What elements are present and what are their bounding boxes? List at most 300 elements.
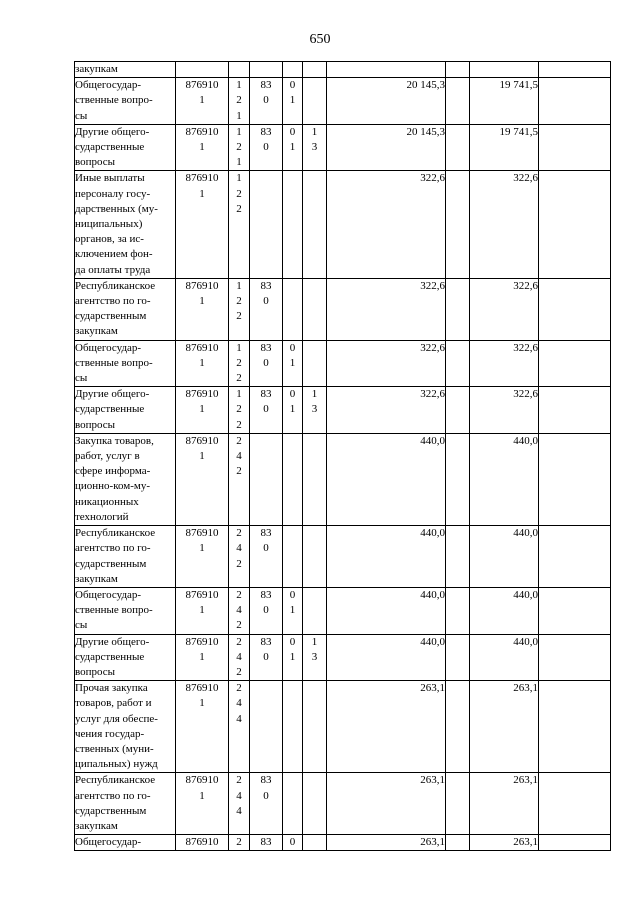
section-code-line: 0 <box>289 836 296 849</box>
table-row <box>75 124 611 171</box>
row-name-cell <box>75 587 176 634</box>
ministry-code-line: 83 <box>260 79 272 92</box>
row-name-cell <box>75 78 176 125</box>
row-name-line: дарственных (му- <box>75 202 158 215</box>
row-name-cell <box>75 62 176 78</box>
section-code-line: 1 <box>289 141 296 154</box>
amount-year1-cell: 440,0 <box>327 433 446 525</box>
table-row <box>75 634 611 681</box>
table-row <box>75 171 611 278</box>
target-article-code-line: 1 <box>199 604 205 617</box>
amount-year1-cell: 263,1 <box>327 773 446 835</box>
target-article-code-cell <box>176 681 229 773</box>
empty-cell <box>446 681 470 773</box>
target-article-code-line: 876910 <box>185 588 219 601</box>
target-article-code-line: 876910 <box>185 635 219 648</box>
empty-cell <box>539 171 611 278</box>
row-name-line: закупкам <box>75 325 118 338</box>
row-name-line: вопросы <box>75 156 116 169</box>
section-code-cell <box>283 387 303 434</box>
expense-type-cell <box>229 278 250 340</box>
row-name-line: сы <box>75 619 88 632</box>
empty-cell <box>446 634 470 681</box>
expense-type-line: 2 <box>236 635 242 648</box>
amount-year2-cell: 322,6 <box>470 278 539 340</box>
target-article-code-cell <box>176 340 229 387</box>
row-name-line: Прочая закупка <box>75 682 148 695</box>
row-name-line: закупкам <box>75 572 118 585</box>
row-name-line: сударственным <box>75 310 147 323</box>
amount-year1-cell: 263,1 <box>327 835 446 851</box>
row-name-cell <box>75 773 176 835</box>
amount-year2-cell: 322,6 <box>470 340 539 387</box>
expense-type-cell <box>229 62 250 78</box>
subsection-code-cell <box>303 634 327 681</box>
row-name-line: ственных (муни- <box>75 742 154 755</box>
expense-type-line: 2 <box>236 619 242 632</box>
table-row <box>75 62 611 78</box>
ministry-code-line: 0 <box>263 141 269 154</box>
row-name-line: никационных <box>75 495 139 508</box>
expense-type-line: 1 <box>236 341 242 354</box>
expense-type-cell <box>229 433 250 525</box>
ministry-code-cell <box>250 340 283 387</box>
row-name-line: сы <box>75 372 88 385</box>
target-article-code-line: 1 <box>199 542 205 555</box>
ministry-code-cell <box>250 433 283 525</box>
section-code-cell <box>283 634 303 681</box>
table-body <box>75 62 611 851</box>
expense-type-line: 2 <box>236 682 242 695</box>
expense-type-line: 1 <box>236 172 242 185</box>
amount-year1-cell: 20 145,3 <box>327 78 446 125</box>
row-name-line: закупкам <box>75 63 118 75</box>
row-name-cell <box>75 433 176 525</box>
target-article-code-line: 876910 <box>185 388 219 401</box>
empty-cell <box>539 278 611 340</box>
expense-type-line: 2 <box>236 527 242 540</box>
table-row <box>75 340 611 387</box>
row-name-line: агентство по го- <box>75 789 151 802</box>
empty-cell <box>446 433 470 525</box>
row-name-line: Республиканское <box>75 527 156 540</box>
subsection-code-cell <box>303 387 327 434</box>
empty-cell <box>539 526 611 588</box>
amount-year2-cell: 440,0 <box>470 433 539 525</box>
ministry-code-cell <box>250 278 283 340</box>
amount-year1-cell: 322,6 <box>327 340 446 387</box>
target-article-code-cell <box>176 171 229 278</box>
ministry-code-line: 0 <box>263 403 269 416</box>
table-row <box>75 78 611 125</box>
subsection-code-cell <box>303 526 327 588</box>
expense-type-line: 4 <box>236 604 242 617</box>
expense-type-cell <box>229 78 250 125</box>
ministry-code-line: 83 <box>260 588 272 601</box>
ministry-code-cell <box>250 835 283 851</box>
empty-cell <box>446 278 470 340</box>
section-code-cell <box>283 773 303 835</box>
amount-year2-cell <box>470 62 539 78</box>
target-article-code-line: 876910 <box>185 125 219 138</box>
subsection-code-line: 3 <box>311 141 318 154</box>
amount-year1-cell <box>327 62 446 78</box>
row-name-cell <box>75 835 176 851</box>
target-article-code-line: 876910 <box>185 79 219 92</box>
section-code-cell <box>283 587 303 634</box>
budget-table <box>74 61 611 851</box>
target-article-code-cell <box>176 587 229 634</box>
ministry-code-cell <box>250 171 283 278</box>
section-code-line: 0 <box>289 588 296 601</box>
target-article-code-line: 1 <box>199 187 205 200</box>
row-name-line: ципальных) нужд <box>75 758 158 771</box>
section-code-line: 0 <box>289 635 296 648</box>
empty-cell <box>539 124 611 171</box>
subsection-code-cell <box>303 278 327 340</box>
row-name-line: персоналу госу- <box>75 187 151 200</box>
ministry-code-line: 0 <box>263 789 269 802</box>
table-row <box>75 526 611 588</box>
subsection-code-cell <box>303 433 327 525</box>
table-row <box>75 773 611 835</box>
amount-year1-cell: 20 145,3 <box>327 124 446 171</box>
target-article-code-line: 1 <box>199 295 205 308</box>
section-code-cell <box>283 62 303 78</box>
expense-type-line: 1 <box>236 79 242 92</box>
empty-cell <box>446 835 470 851</box>
amount-year1-cell: 440,0 <box>327 526 446 588</box>
amount-year2-cell: 263,1 <box>470 835 539 851</box>
target-article-code-line: 876910 <box>185 172 219 185</box>
expense-type-line: 2 <box>236 418 242 431</box>
expense-type-line: 2 <box>236 295 242 308</box>
expense-type-cell <box>229 387 250 434</box>
expense-type-line: 2 <box>236 356 242 369</box>
expense-type-cell <box>229 681 250 773</box>
ministry-code-cell <box>250 387 283 434</box>
expense-type-cell <box>229 124 250 171</box>
row-name-line: ственные вопро- <box>75 604 153 617</box>
row-name-line: сударственным <box>75 557 147 570</box>
target-article-code-line: 876910 <box>185 774 219 787</box>
row-name-line: агентство по го- <box>75 542 151 555</box>
target-article-code-line: 876910 <box>185 434 219 447</box>
empty-cell <box>446 78 470 125</box>
ministry-code-cell <box>250 634 283 681</box>
section-code-line: 1 <box>289 356 296 369</box>
subsection-code-line: 3 <box>311 403 318 416</box>
row-name-cell <box>75 681 176 773</box>
ministry-code-line: 0 <box>263 542 269 555</box>
target-article-code-line: 1 <box>199 356 205 369</box>
section-code-cell <box>283 124 303 171</box>
expense-type-cell <box>229 835 250 851</box>
empty-cell <box>446 587 470 634</box>
ministry-code-line: 83 <box>260 836 272 849</box>
target-article-code-line: 1 <box>199 650 205 663</box>
section-code-cell <box>283 526 303 588</box>
table-row <box>75 681 611 773</box>
expense-type-line: 4 <box>236 712 242 725</box>
amount-year2-cell: 440,0 <box>470 634 539 681</box>
subsection-code-cell <box>303 62 327 78</box>
section-code-line: 1 <box>289 403 296 416</box>
expense-type-line: 2 <box>236 665 242 678</box>
expense-type-cell <box>229 171 250 278</box>
amount-year1-cell: 322,6 <box>327 171 446 278</box>
ministry-code-line: 83 <box>260 125 272 138</box>
target-article-code-line: 1 <box>199 94 205 107</box>
table-row <box>75 587 611 634</box>
subsection-code-cell <box>303 835 327 851</box>
row-name-line: ственные вопро- <box>75 94 153 107</box>
row-name-line: Другие общего- <box>75 635 150 648</box>
row-name-line: ключением фон- <box>75 248 153 261</box>
row-name-line: вопросы <box>75 665 116 678</box>
ministry-code-cell <box>250 124 283 171</box>
amount-year1-cell: 440,0 <box>327 634 446 681</box>
empty-cell <box>539 681 611 773</box>
expense-type-line: 4 <box>236 804 242 817</box>
target-article-code-cell <box>176 124 229 171</box>
target-article-code-cell <box>176 526 229 588</box>
expense-type-line: 1 <box>236 125 242 138</box>
empty-cell <box>539 433 611 525</box>
empty-cell <box>539 587 611 634</box>
ministry-code-line: 0 <box>263 295 269 308</box>
target-article-code-line: 1 <box>199 697 205 710</box>
target-article-code-cell <box>176 773 229 835</box>
subsection-code-cell <box>303 681 327 773</box>
subsection-code-line: 1 <box>311 125 318 138</box>
section-code-cell <box>283 78 303 125</box>
section-code-line: 1 <box>289 94 296 107</box>
ministry-code-line: 0 <box>263 650 269 663</box>
ministry-code-line: 83 <box>260 388 272 401</box>
row-name-cell <box>75 387 176 434</box>
expense-type-line: 2 <box>236 141 242 154</box>
empty-cell <box>539 387 611 434</box>
row-name-line: Общегосудар- <box>75 588 142 601</box>
empty-cell <box>446 62 470 78</box>
row-name-line: Другие общего- <box>75 125 150 138</box>
row-name-line: ниципальных) <box>75 218 143 231</box>
row-name-line: работ, услуг в <box>75 450 140 463</box>
subsection-code-cell <box>303 171 327 278</box>
expense-type-line: 1 <box>236 109 242 122</box>
target-article-code-line: 876910 <box>185 341 219 354</box>
expense-type-cell <box>229 587 250 634</box>
ministry-code-cell <box>250 526 283 588</box>
target-article-code-cell <box>176 62 229 78</box>
section-code-line: 0 <box>289 125 296 138</box>
expense-type-line: 2 <box>236 465 242 478</box>
row-name-line: закупкам <box>75 819 118 832</box>
ministry-code-cell <box>250 78 283 125</box>
expense-type-line: 4 <box>236 542 242 555</box>
expense-type-line: 2 <box>236 588 242 601</box>
row-name-line: чения государ- <box>75 727 145 740</box>
row-name-cell <box>75 340 176 387</box>
amount-year2-cell: 322,6 <box>470 387 539 434</box>
expense-type-line: 4 <box>236 697 242 710</box>
row-name-cell <box>75 278 176 340</box>
section-code-line: 0 <box>289 341 296 354</box>
subsection-code-cell <box>303 124 327 171</box>
subsection-code-line: 1 <box>311 388 318 401</box>
section-code-line: 0 <box>289 79 296 92</box>
page-number: 650 <box>309 32 331 47</box>
expense-type-line: 2 <box>236 310 242 323</box>
row-name-line: Общегосудар- <box>75 836 142 849</box>
amount-year2-cell: 440,0 <box>470 526 539 588</box>
expense-type-line: 4 <box>236 650 242 663</box>
target-article-code-line: 876910 <box>185 527 219 540</box>
subsection-code-line: 1 <box>311 635 318 648</box>
empty-cell <box>446 526 470 588</box>
row-name-line: сударственные <box>75 650 145 663</box>
ministry-code-cell <box>250 62 283 78</box>
expense-type-line: 4 <box>236 450 242 463</box>
row-name-line: Иные выплаты <box>75 172 145 185</box>
empty-cell <box>446 171 470 278</box>
target-article-code-line: 876910 <box>185 836 219 849</box>
row-name-line: услуг для обеспе- <box>75 712 158 725</box>
amount-year2-cell: 440,0 <box>470 587 539 634</box>
row-name-line: Другие общего- <box>75 388 150 401</box>
table-row <box>75 433 611 525</box>
section-code-cell <box>283 681 303 773</box>
subsection-code-cell <box>303 773 327 835</box>
subsection-code-cell <box>303 78 327 125</box>
expense-type-cell <box>229 773 250 835</box>
row-name-line: агентство по го- <box>75 295 151 308</box>
ministry-code-line: 0 <box>263 94 269 107</box>
target-article-code-cell <box>176 387 229 434</box>
target-article-code-line: 876910 <box>185 279 219 292</box>
row-name-line: сударственные <box>75 141 145 154</box>
empty-cell <box>539 634 611 681</box>
ministry-code-line: 83 <box>260 635 272 648</box>
subsection-code-cell <box>303 340 327 387</box>
row-name-line: сфере информа- <box>75 465 151 478</box>
ministry-code-line: 83 <box>260 527 272 540</box>
row-name-line: сударственные <box>75 403 145 416</box>
row-name-line: товаров, работ и <box>75 697 152 710</box>
row-name-cell <box>75 526 176 588</box>
empty-cell <box>446 773 470 835</box>
row-name-line: сударственным <box>75 804 147 817</box>
row-name-cell <box>75 171 176 278</box>
expense-type-line: 2 <box>236 187 242 200</box>
row-name-cell <box>75 634 176 681</box>
empty-cell <box>446 124 470 171</box>
expense-type-cell <box>229 340 250 387</box>
expense-type-line: 4 <box>236 789 242 802</box>
section-code-line: 1 <box>289 650 296 663</box>
empty-cell <box>539 78 611 125</box>
empty-cell <box>446 340 470 387</box>
row-name-cell <box>75 124 176 171</box>
target-article-code-cell <box>176 78 229 125</box>
ministry-code-line: 83 <box>260 774 272 787</box>
empty-cell <box>539 835 611 851</box>
target-article-code-cell <box>176 278 229 340</box>
table-row <box>75 387 611 434</box>
section-code-cell <box>283 433 303 525</box>
row-name-line: Общегосудар- <box>75 341 142 354</box>
ministry-code-line: 83 <box>260 279 272 292</box>
amount-year2-cell: 19 741,5 <box>470 124 539 171</box>
expense-type-line: 1 <box>236 388 242 401</box>
amount-year1-cell: 322,6 <box>327 278 446 340</box>
expense-type-line: 2 <box>236 202 242 215</box>
row-name-line: Республиканское <box>75 774 156 787</box>
ministry-code-cell <box>250 587 283 634</box>
table-row <box>75 835 611 851</box>
section-code-line: 0 <box>289 388 296 401</box>
row-name-line: органов, за ис- <box>75 233 144 246</box>
row-name-line: Республиканское <box>75 279 156 292</box>
ministry-code-line: 83 <box>260 341 272 354</box>
expense-type-cell <box>229 634 250 681</box>
row-name-line: технологий <box>75 510 129 523</box>
expense-type-line: 2 <box>236 557 242 570</box>
row-name-line: ционно-ком-му- <box>75 480 151 493</box>
expense-type-line: 1 <box>236 156 242 169</box>
expense-type-line: 2 <box>236 836 242 849</box>
expense-type-line: 2 <box>236 403 242 416</box>
row-name-line: Общегосудар- <box>75 79 142 92</box>
ministry-code-line: 0 <box>263 604 269 617</box>
target-article-code-line: 1 <box>199 450 205 463</box>
expense-type-line: 2 <box>236 434 242 447</box>
empty-cell <box>539 62 611 78</box>
expense-type-line: 1 <box>236 279 242 292</box>
ministry-code-line: 0 <box>263 356 269 369</box>
section-code-cell <box>283 278 303 340</box>
ministry-code-cell <box>250 681 283 773</box>
section-code-cell <box>283 835 303 851</box>
empty-cell <box>539 340 611 387</box>
row-name-line: Закупка товаров, <box>75 434 154 447</box>
amount-year2-cell: 322,6 <box>470 171 539 278</box>
empty-cell <box>539 773 611 835</box>
subsection-code-cell <box>303 587 327 634</box>
row-name-line: вопросы <box>75 418 116 431</box>
row-name-line: да оплаты труда <box>75 263 151 276</box>
amount-year1-cell: 440,0 <box>327 587 446 634</box>
row-name-line: ственные вопро- <box>75 356 153 369</box>
target-article-code-line: 876910 <box>185 682 219 695</box>
section-code-line: 1 <box>289 604 296 617</box>
expense-type-line: 2 <box>236 372 242 385</box>
target-article-code-line: 1 <box>199 789 205 802</box>
amount-year2-cell: 263,1 <box>470 681 539 773</box>
table-row <box>75 278 611 340</box>
row-name-line: сы <box>75 109 88 122</box>
subsection-code-line: 3 <box>311 650 318 663</box>
section-code-cell <box>283 171 303 278</box>
section-code-cell <box>283 340 303 387</box>
expense-type-line: 2 <box>236 774 242 787</box>
ministry-code-cell <box>250 773 283 835</box>
amount-year2-cell: 263,1 <box>470 773 539 835</box>
empty-cell <box>446 387 470 434</box>
target-article-code-line: 1 <box>199 403 205 416</box>
amount-year2-cell: 19 741,5 <box>470 78 539 125</box>
